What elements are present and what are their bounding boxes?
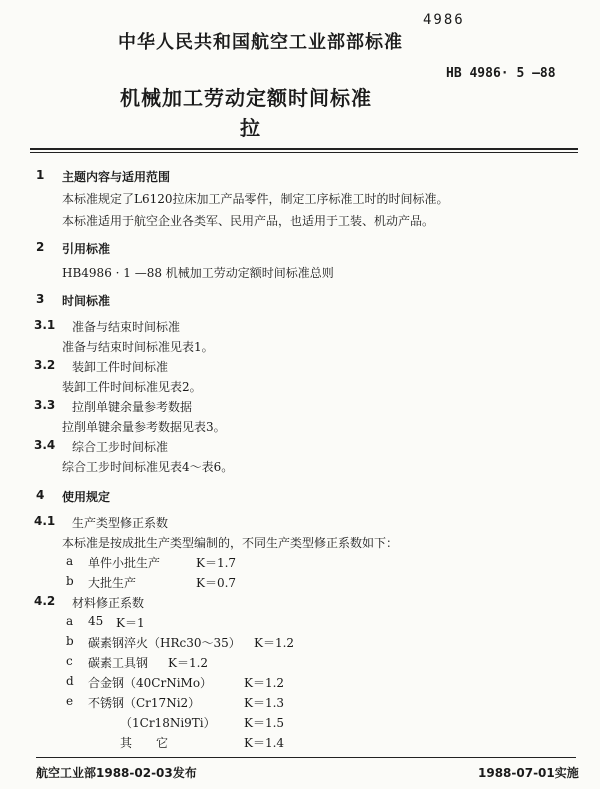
page-number: 4986 [423,12,465,28]
section-4-2-row-e2-label: （1Cr18Ni9Ti） [120,716,216,730]
document-subtitle: 拉 [240,116,260,140]
section-3-1-number: 3.1 [34,318,56,332]
section-4-2-row-other-label: 其 它 [120,736,169,750]
section-4-2-row-b-label: 碳素钢淬火（HRc30～35） [88,636,241,650]
section-3-4-text: 综合工步时间标准见表4～表6。 [62,460,234,474]
section-4-2-row-e-key: e [66,694,74,708]
section-3-number: 3 [36,292,45,306]
section-4-2-row-a-key: a [66,614,74,628]
standard-code: HB 4986· 5 —88 [446,66,556,81]
section-4-2-row-e-value: K＝1.3 [244,696,285,710]
section-1-line-2: 本标准适用于航空企业各类军、民用产品，也适用于工装、机动产品。 [62,214,435,228]
organization-title: 中华人民共和国航空工业部部标准 [118,32,403,53]
section-3-1-title: 准备与结束时间标准 [72,320,181,334]
section-4-2-row-e-label: 不锈钢（Cr17Ni2） [88,696,201,710]
section-3-3-title: 拉削单键余量参考数据 [72,400,193,414]
section-4-2-title: 材料修正系数 [72,596,145,610]
section-3-2-text: 装卸工件时间标准见表2。 [62,380,202,394]
section-4-1-number: 4.1 [34,514,56,528]
section-4-2-row-c-key: c [66,654,73,668]
section-4-2-row-b-value: K＝1.2 [254,636,295,650]
section-4-2-row-a-label: 45 [88,614,104,628]
section-4-1-intro: 本标准是按成批生产类型编制的，不同生产类型修正系数如下： [62,536,399,550]
section-3-2-title: 装卸工件时间标准 [72,360,169,374]
section-4-1-row-a-value: K＝1.7 [196,556,237,570]
section-4-1-row-b-label: 大批生产 [88,576,137,590]
section-2-line-1: HB4986 · 1 —88 机械加工劳动定额时间标准总则 [62,266,334,280]
footer-effective: 1988-07-01实施 [478,766,579,780]
footer-divider [36,757,576,758]
document-title: 机械加工劳动定额时间标准 [120,86,372,110]
footer-issued: 航空工业部1988-02-03发布 [36,766,197,780]
section-4-1-title: 生产类型修正系数 [72,516,169,530]
section-3-title: 时间标准 [62,294,111,308]
section-4-2-number: 4.2 [34,594,56,608]
section-4-2-row-c-value: K＝1.2 [168,656,209,670]
section-4-1-row-a-label: 单件小批生产 [88,556,161,570]
section-3-3-text: 拉削单键余量参考数据见表3。 [62,420,226,434]
section-4-number: 4 [36,488,45,502]
section-2-number: 2 [36,240,45,254]
section-4-2-row-a-value: K＝1 [116,616,145,630]
section-4-title: 使用规定 [62,490,111,504]
section-1-line-1: 本标准规定了L6120拉床加工产品零件，制定工序标准工时的时间标准。 [62,192,449,206]
section-4-1-row-b-value: K＝0.7 [196,576,237,590]
section-3-3-number: 3.3 [34,398,56,412]
section-4-2-row-d-label: 合金钢（40CrNiMo） [88,676,213,690]
section-4-2-row-d-key: d [66,674,74,688]
section-3-4-number: 3.4 [34,438,56,452]
header-divider-thin [30,152,578,153]
section-1-number: 1 [36,168,45,182]
section-1-title: 主题内容与适用范围 [62,170,171,184]
section-4-2-row-b-key: b [66,634,74,648]
section-3-4-title: 综合工步时间标准 [72,440,169,454]
section-4-1-row-b-key: b [66,574,74,588]
header-divider [30,148,578,150]
section-4-1-row-a-key: a [66,554,74,568]
section-2-title: 引用标准 [62,242,111,256]
section-4-2-row-d-value: K＝1.2 [244,676,285,690]
section-4-2-row-e2-value: K＝1.5 [244,716,285,730]
section-4-2-row-other-value: K＝1.4 [244,736,285,750]
section-3-1-text: 准备与结束时间标准见表1。 [62,340,214,354]
section-3-2-number: 3.2 [34,358,56,372]
section-4-2-row-c-label: 碳素工具钢 [88,656,149,670]
